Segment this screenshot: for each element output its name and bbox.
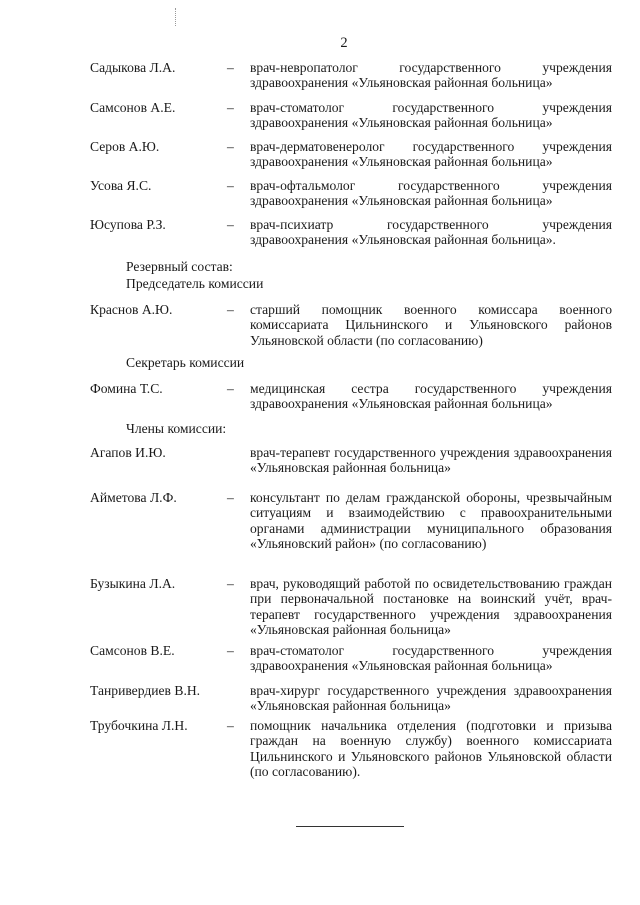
member-position: врач-психиатр государственного учреждения здравоохранения «Ульяновская районная больница». [250, 217, 612, 248]
member-name: Самсонов А.Е. [90, 100, 176, 115]
member-position: врач-офтальмолог государственного учреждения здравоохранения «Ульяновская районная больница» [250, 178, 612, 209]
chairman-heading: Председатель комиссии [126, 276, 264, 291]
member-name: Трубочкина Л.Н. [90, 718, 188, 733]
member-position: врач-хирург государственного учреждения здравоохранения «Ульяновская районная больница» [250, 683, 612, 714]
member-dash: – [227, 490, 234, 505]
member-position: помощник начальника отделения (подготовки и призыва граждан на военную службу) военного комиссариата Цильнинского и Ульяновского районов Ульяновской области (по согласованию). [250, 718, 612, 780]
end-separator-line [296, 826, 404, 827]
member-name: Танривердиев В.Н. [90, 683, 201, 698]
member-name: Усова Я.С. [90, 178, 152, 193]
member-name: Бузыкина Л.А. [90, 576, 176, 591]
member-dash: – [227, 100, 234, 115]
member-name: Серов А.Ю. [90, 139, 160, 154]
member-dash: – [227, 217, 234, 232]
member-dash: – [227, 178, 234, 193]
member-position: врач-стоматолог государственного учреждения здравоохранения «Ульяновская районная больница» [250, 643, 612, 674]
secretary-name: Фомина Т.С. [90, 381, 163, 396]
member-name: Агапов И.Ю. [90, 445, 166, 460]
member-name: Садыкова Л.А. [90, 60, 176, 75]
member-position: врач-дерматовенеролог государственного учреждения здравоохранения «Ульяновская районная больница» [250, 139, 612, 170]
member-name: Айметова Л.Ф. [90, 490, 177, 505]
chairman-position: старший помощник военного комиссара военного комиссариата Цильнинского и Ульяновского районов Ульяновской области (по согласованию) [250, 302, 612, 348]
member-position: врач-невропатолог государственного учреждения здравоохранения «Ульяновская районная больница» [250, 60, 612, 91]
secretary-position: медицинская сестра государственного учреждения здравоохранения «Ульяновская районная больница» [250, 381, 612, 412]
member-position: консультант по делам гражданской обороны, чрезвычайным ситуациям и взаимодействию с правоохранительными органами администрации муниципального образования «Ульяновский район» (по согласованию) [250, 490, 612, 552]
member-position: врач-терапевт государственного учреждения здравоохранения «Ульяновская районная больница» [250, 445, 612, 476]
chairman-dash: – [227, 302, 234, 317]
member-dash: – [227, 718, 234, 733]
member-name: Юсупова Р.З. [90, 217, 166, 232]
member-dash: – [227, 576, 234, 591]
page-number: 2 [340, 35, 348, 51]
margin-mark [175, 8, 176, 26]
reserve-heading: Резервный состав: [126, 259, 233, 274]
chairman-name: Краснов А.Ю. [90, 302, 173, 317]
secretary-heading: Секретарь комиссии [126, 355, 245, 370]
member-dash: – [227, 60, 234, 75]
member-position: врач, руководящий работой по освидетельствованию граждан при первоначальной постановке на воинский учёт, врач-терапевт государственного учреждения здравоохранения «Ульяновская районная больница» [250, 576, 612, 638]
member-dash: – [227, 139, 234, 154]
member-name: Самсонов В.Е. [90, 643, 175, 658]
secretary-dash: – [227, 381, 234, 396]
member-dash: – [227, 643, 234, 658]
members-heading: Члены комиссии: [126, 421, 227, 436]
member-position: врач-стоматолог государственного учреждения здравоохранения «Ульяновская районная больница» [250, 100, 612, 131]
